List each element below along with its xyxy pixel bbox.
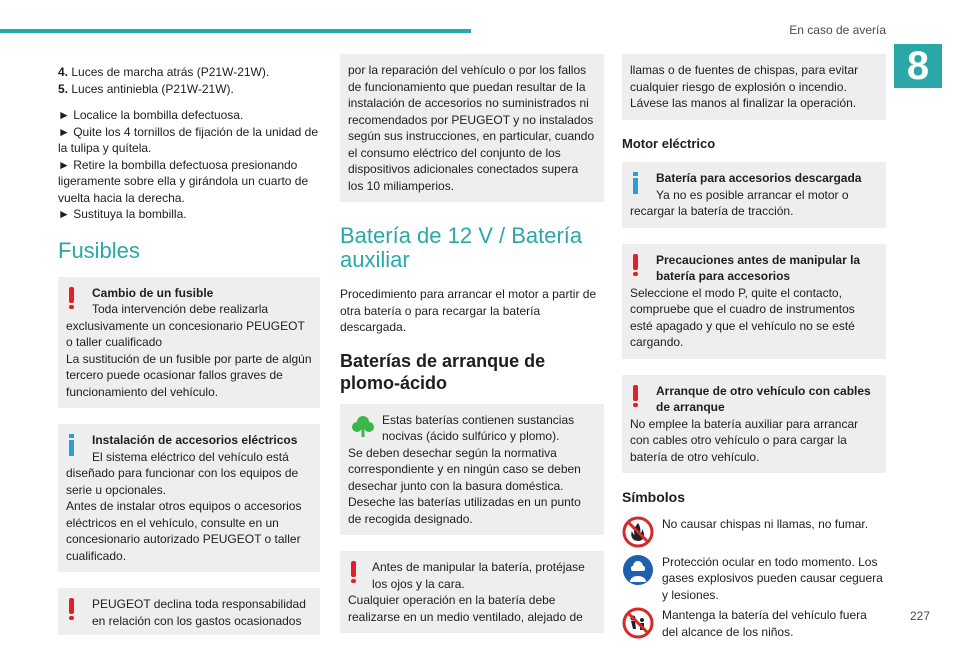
symbol-row: No causar chispas ni llamas, no fumar. [622, 516, 886, 550]
step: ► Sustituya la bombilla. [58, 207, 187, 221]
step: ► Retire la bombilla defectuosa presionando ligeramente sobre ella y girándola un cuarto de vuelta hacia la derecha. [58, 157, 309, 205]
warning-icon [350, 561, 356, 583]
info-icon [68, 434, 74, 456]
intro-text: Procedimiento para arrancar el motor a partir de otra batería o para recargar la batería descargada. [340, 287, 597, 334]
warning-box-battery: Antes de manipular la batería, protéjase los ojos y la cara. Cualquier operación en la batería debe realizarse en un medio ventilado, alejado de [340, 551, 604, 633]
warning-icon [632, 254, 638, 276]
column-1 [58, 40, 320, 651]
keep-away-children-icon [622, 607, 654, 639]
symbol-row: Mantenga la batería del vehículo fuera del alcance de los niños. [622, 607, 886, 641]
step: ► Localice la bombilla defectuosa. [58, 108, 244, 122]
column-2 [340, 40, 604, 649]
box-title: Batería para accesorios descargada [656, 171, 862, 185]
eye-protection-icon [622, 554, 654, 586]
motor-title: Motor eléctrico [622, 135, 716, 151]
no-fire-icon [622, 516, 654, 548]
info-box-aux-battery: Batería para accesorios descargada Ya no es posible arrancar el motor o recargar la batería de tracción. [622, 162, 886, 228]
box-text: diseñado para funcionar con los equipos de serie u opcionales. [66, 466, 299, 497]
warning-box-responsibility: PEUGEOT declina toda responsabilidad en relación con los gastos ocasionados [58, 588, 320, 635]
symbols-title: Símbolos [622, 489, 686, 505]
warning-icon [68, 598, 74, 620]
box-title: Cambio de un fusible [92, 285, 214, 300]
warning-box-precautions: Precauciones antes de manipular la batería para accesorios Seleccione el modo P, quite el contacto, compruebe que el cuadro de instrumentos esté apagado y que el vehículo no se esté cargando. [622, 244, 886, 359]
page-number: 227 [909, 609, 930, 623]
box-text: Antes de instalar otros equipos o accesorios eléctricos en el vehículo, consulte en un concesionario autorizado PEUGEOT o taller cualificado. [66, 499, 302, 563]
warning-box-fuse: Cambio de un fusible Toda intervención debe realizarla exclusivamente un concesionario PEUGEOT o taller cualificado La sustitución de un fusible por parte de algún tercero puede ocasionar fallos graves de funcionamiento del vehículo. [58, 277, 320, 409]
chapter-tab: 8 [894, 44, 942, 88]
recycle-leaf-icon [350, 414, 376, 438]
box-title: Precauciones antes de manipular la batería para accesorios [656, 252, 861, 283]
header-title: En caso de avería [789, 23, 886, 37]
bulb-list [58, 64, 320, 97]
symbol-row: Protección ocular en todo momento. Los gases explosivos pueden causar ceguera y lesiones. [622, 554, 886, 604]
box-title: Arranque de otro vehículo con cables de arranque [656, 383, 871, 414]
box-title: Instalación de accesorios eléctricos [92, 433, 298, 447]
list-item: 4. Luces de marcha atrás (P21W-21W). [58, 65, 270, 79]
steps-list [58, 107, 320, 223]
warning-box-continued: llamas o de fuentes de chispas, para evitar cualquier riesgo de explosión o incendio. Lávese las manos al finalizar la operación. [622, 54, 886, 120]
sub-title-plomo: Baterías de arranque de plomo-ácido [340, 350, 546, 393]
box-text: La sustitución de un fusible por parte de algún tercero puede ocasionar fallos graves de funcionamiento del vehículo. [66, 351, 312, 399]
warning-box-continued: por la reparación del vehículo o por los fallos de funcionamiento que puedan resultar de la instalación de accesorios no suministrados ni recomendados por PEUGEOT y no instalados según sus instrucciones, en particular, cuando el consumo eléctrico del conjunto de los dispositivos adicionales conectados supera los 10 miliamperios. [340, 54, 604, 202]
section-title-fusibles: Fusibles [58, 237, 140, 263]
step: ► Quite los 4 tornillos de fijación de la unidad de la tulipa y quítela. [58, 124, 319, 155]
info-box-accessories: Instalación de accesorios eléctricos El sistema eléctrico del vehículo está diseñado para funcionar con los equipos de serie u opcionales. Antes de instalar otros equipos o accesorios eléctricos en el vehículo, consulte en un concesionario autorizado PEUGEOT o taller cualificado. [58, 424, 320, 572]
header-accent-bar [0, 29, 471, 33]
info-icon [632, 172, 638, 194]
warning-box-jump-start: Arranque de otro vehículo con cables de arranque No emplee la batería auxiliar para arrancar con cables otro vehículo o para cargar la batería de otro vehículo. [622, 375, 886, 474]
section-title-bateria: Batería de 12 V / Batería auxiliar [340, 223, 583, 272]
box-text: exclusivamente un concesionario PEUGEOT o taller cualificado [66, 318, 305, 349]
warning-icon [632, 385, 638, 407]
warning-icon [68, 287, 74, 309]
list-item: 5. Luces antiniebla (P21W-21W). [58, 81, 234, 96]
eco-box: Estas baterías contienen sustancias nocivas (ácido sulfúrico y plomo). Se deben desechar según la normativa correspondiente y en ningún caso se deben desechar junto con la basura doméstica. Deseche las baterías utilizadas en un punto de recogida designado. [340, 404, 604, 536]
column-3 [622, 40, 886, 645]
